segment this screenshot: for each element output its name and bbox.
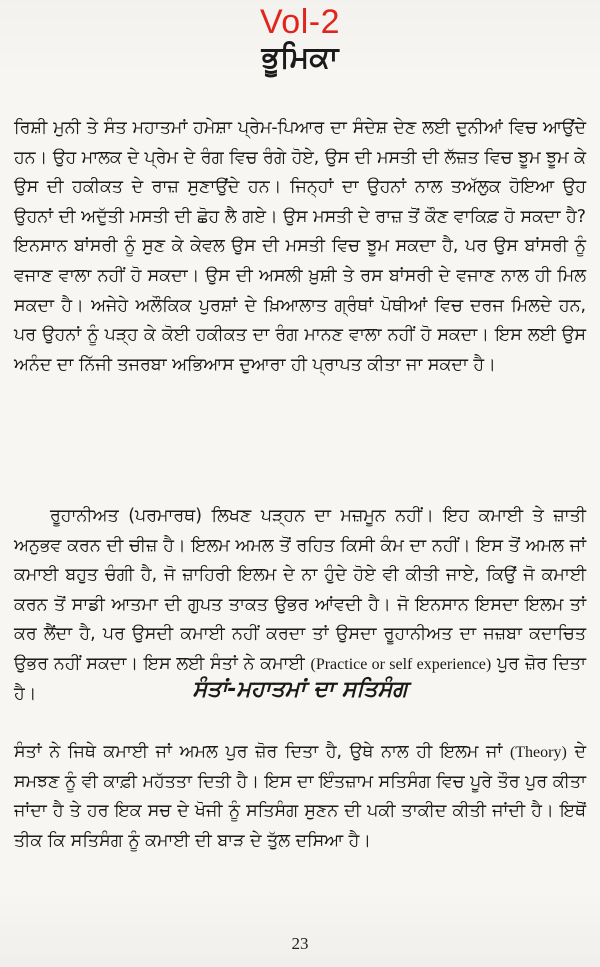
english-term-theory: (Theory)	[509, 744, 567, 761]
volume-label: Vol-2	[260, 3, 340, 41]
paragraph-satsang-tail: ਦੇ ਸਮਝਣ ਨੂੰ ਵੀ ਕਾਫ਼ੀ ਮਹੱਤਤਾ ਦਿਤੀ ਹੈ। ਇਸ ਦਾ ਇੰਤਜ਼ਾਮ ਸਤਿਸੰਗ ਵਿਚ ਪੂਰੇ ਤੌਰ ਪੁਰ ਕੀਤਾ ਜਾਂਦਾ ਹੈ ਤੇ ਹਰ ਇਕ ਸਚ ਦੇ ਖੋਜੀ ਨੂੰ ਸਤਿਸੰਗ ਸੁਣਨ ਦੀ ਪਕੀ ਤਾਕੀਦ ਕੀਤੀ ਜਾਂਦੀ ਹੈ। ਇਥੋਂ ਤੀਕ ਕਿ ਸਤਿਸੰਗ ਨੂੰ ਕਮਾਈ ਦੀ ਬਾੜ ਦੇ ਤੁੱਲ ਦਸਿਆ ਹੈ।	[14, 742, 586, 851]
paragraph-spirituality-tail: ਪੁਰ ਜ਼ੋਰ ਦਿਤਾ ਹੈ।	[14, 653, 587, 704]
paragraph-satsang	[14, 738, 586, 856]
section-heading-satsang: ਸੰਤਾਂ-ਮਹਾਤਮਾਂ ਦਾ ਸਤਿਸੰਗ	[192, 677, 408, 702]
paragraph-satsang-text: ਸੰਤਾਂ ਨੇ ਜਿਥੇ ਕਮਾਈ ਜਾਂ ਅਮਲ ਪੁਰ ਜ਼ੋਰ ਦਿਤਾ ਹੈ, ਉਥੇ ਨਾਲ ਹੀ ਇਲਮ ਜਾਂ	[14, 742, 510, 762]
page-title: ਭੂਮਿਕਾ	[261, 40, 339, 75]
paragraph-spirituality-text: ਰੂਹਾਨੀਅਤ (ਪਰਮਾਰਥ) ਲਿਖਣ ਪੜ੍ਹਨ ਦਾ ਮਜ਼ਮੂਨ ਨਹੀਂ। ਇਹ ਕਮਾਈ ਤੇ ਜ਼ਾਤੀ ਅਨੁਭਵ ਕਰਨ ਦੀ ਚੀਜ਼ ਹੈ। ਇਲਮ ਅਮਲ ਤੋਂ ਰਹਿਤ ਕਿਸੀ ਕੰਮ ਦਾ ਨਹੀਂ। ਇਸ ਤੋਂ ਅਮਲ ਜਾਂ ਕਮਾਈ ਬਹੁਤ ਚੰਗੀ ਹੈ, ਜੋ ਜ਼ਾਹਿਰੀ ਇਲਮ ਦੇ ਨਾ ਹੁੰਦੇ ਹੋਏ ਵੀ ਕੀਤੀ ਜਾਏ, ਕਿਉਂ ਜੋ ਕਮਾਈ ਕਰਨ ਤੋਂ ਸਾਡੀ ਆਤਮਾ ਦੀ ਗੁਪਤ ਤਾਕਤ ਉਭਰ ਆਂਵਦੀ ਹੈ। ਜੋ ਇਨਸਾਨ ਇਸਦਾ ਇਲਮ ਤਾਂ ਕਰ ਲੈਂਦਾ ਹੈ, ਪਰ ਉਸਦੀ ਕਮਾਈ ਨਹੀਂ ਕਰਦਾ ਤਾਂ ਉਸਦਾ ਰੂਹਾਨੀਅਤ ਦਾ ਜਜ਼ਬਾ ਕਦਾਚਿਤ ਉਭਰ ਨਹੀਂ ਸਕਦਾ। ਇਸ ਲਈ ਸੰਤਾਂ ਨੇ ਕਮਾਈ	[14, 506, 586, 674]
page-number: 23	[291, 934, 309, 953]
paragraph-intro: ਰਿਸ਼ੀ ਮੁਨੀ ਤੇ ਸੰਤ ਮਹਾਤਮਾਂ ਹਮੇਸ਼ਾ ਪ੍ਰੇਮ-ਪਿਆਰ ਦਾ ਸੰਦੇਸ਼ ਦੇਣ ਲਈ ਦੁਨੀਆਂ ਵਿਚ ਆਉਂਦੇ ਹਨ। ਉਹ ਮਾਲਕ ਦੇ ਪ੍ਰੇਮ ਦੇ ਰੰਗ ਵਿਚ ਰੰਗੇ ਹੋਏ, ਉਸ ਦੀ ਮਸਤੀ ਦੀ ਲੱਜ਼ਤ ਵਿਚ ਝੂਮ ਝੂਮ ਕੇ ਉਸ ਦੀ ਹਕੀਕਤ ਦੇ ਰਾਜ਼ ਸੁਣਾਉਂਦੇ ਹਨ। ਜਿਨ੍ਹਾਂ ਦਾ ਉਹਨਾਂ ਨਾਲ ਤਅੱਲੁਕ ਹੋਇਆ ਉਹ ਉਹਨਾਂ ਦੀ ਅਦੁੱਤੀ ਮਸਤੀ ਦੀ ਛੋਹ ਲੈ ਗਏ। ਉਸ ਮਸਤੀ ਦੇ ਰਾਜ਼ ਤੋਂ ਕੌਣ ਵਾਕਿਫ਼ ਹੋ ਸਕਦਾ ਹੈ? ਇਨਸਾਨ ਬਾਂਸਰੀ ਨੂੰ ਸੁਣ ਕੇ ਕੇਵਲ ਉਸ ਦੀ ਮਸਤੀ ਵਿਚ ਝੂਮ ਸਕਦਾ ਹੈ, ਪਰ ਉਸ ਬਾਂਸਰੀ ਨੂੰ ਵਜਾਣ ਵਾਲਾ ਨਹੀਂ ਹੋ ਸਕਦਾ। ਉਸ ਦੀ ਅਸਲੀ ਖ਼ੁਸ਼ੀ ਤੇ ਰਸ ਬਾਂਸਰੀ ਦੇ ਵਜਾਣ ਨਾਲ ਹੀ ਮਿਲ ਸਕਦਾ ਹੈ। ਅਜੇਹੇ ਅਲੌਕਿਕ ਪੁਰਸ਼ਾਂ ਦੇ ਖ਼ਿਆਲਾਤ ਗ੍ਰੰਥਾਂ ਪੋਥੀਆਂ ਵਿਚ ਦਰਜ ਮਿਲਦੇ ਹਨ, ਪਰ ਉਹਨਾਂ ਨੂੰ ਪੜ੍ਹ ਕੇ ਕੋਈ ਹਕੀਕਤ ਦਾ ਰੰਗ ਮਾਨਣ ਵਾਲਾ ਨਹੀਂ ਹੋ ਸਕਦਾ। ਇਸ ਲਈ ਉਸ ਅਨੰਦ ਦਾ ਨਿੱਜੀ ਤਜਰਬਾ ਅਭਿਆਸ ਦੁਆਰਾ ਹੀ ਪ੍ਰਾਪਤ ਕੀਤਾ ਜਾ ਸਕਦਾ ਹੈ।	[14, 118, 586, 375]
english-term-practice: (Practice or self experience)	[310, 655, 492, 673]
